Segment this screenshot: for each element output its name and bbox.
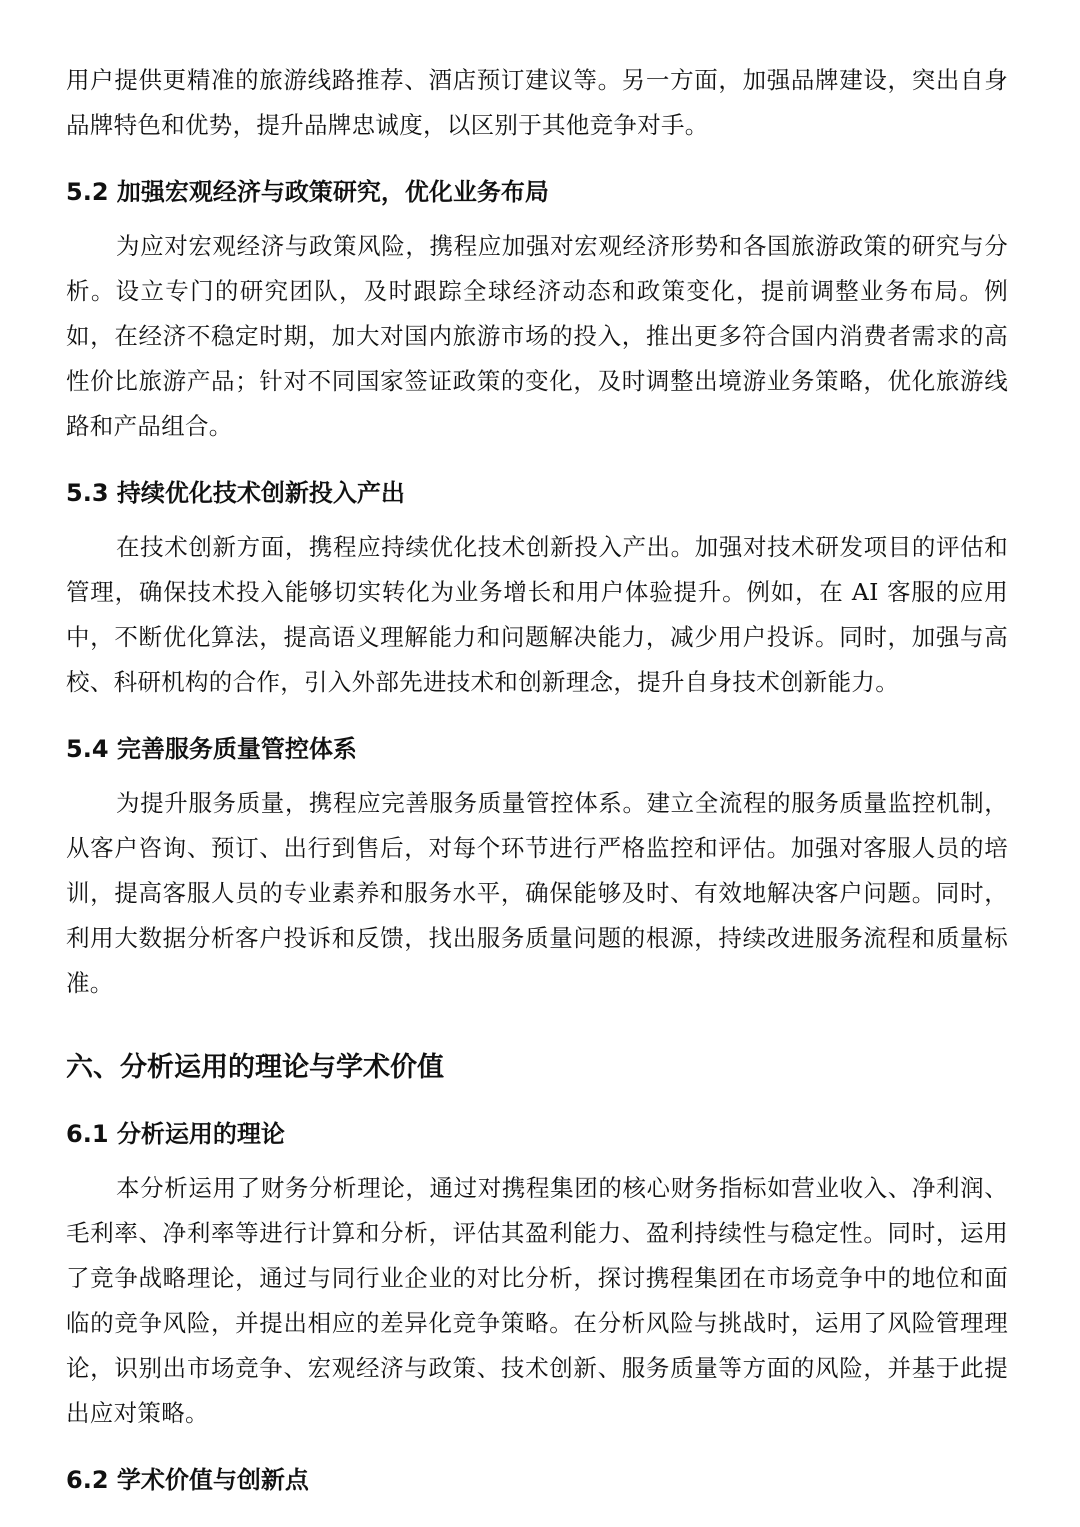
heading-5-2: 5.2 加强宏观经济与政策研究，优化业务布局 [66,178,549,206]
paragraph-5-3: 在技术创新方面，携程应持续优化技术创新投入产出。加强对技术研发项目的评估和管理，确保技术投入能够切实转化为业务增长和用户体验提升。例如，在 AI 客服的应用中，不断优化算法，提高语义理解能力和问题解决能力，减少用户投诉。同时，加强与高校、科研机构的合作，引入外部先进技术和创新理念，提升自身技术创新能力。 [66,533,1008,696]
heading-5-3: 5.3 持续优化技术创新投入产出 [66,479,405,507]
document-page [66,58,1008,1500]
heading-chapter-6: 六、分析运用的理论与学术价值 [66,1052,444,1083]
heading-6-2: 6.2 学术价值与创新点 [66,1466,309,1494]
heading-5-4: 5.4 完善服务质量管控体系 [66,735,357,763]
heading-6-1: 6.1 分析运用的理论 [66,1120,285,1148]
paragraph-6-1: 本分析运用了财务分析理论，通过对携程集团的核心财务指标如营业收入、净利润、毛利率、净利率等进行计算和分析，评估其盈利能力、盈利持续性与稳定性。同时，运用了竞争战略理论，通过与同行业企业的对比分析，探讨携程集团在市场竞争中的地位和面临的竞争风险，并提出相应的差异化竞争策略。在分析风险与挑战时，运用了风险管理理论，识别出市场竞争、宏观经济与政策、技术创新、服务质量等方面的风险，并基于此提出应对策略。 [66,1174,1008,1427]
intro-paragraph: 用户提供更精准的旅游线路推荐、酒店预订建议等。另一方面，加强品牌建设，突出自身品牌特色和优势，提升品牌忠诚度，以区别于其他竞争对手。 [66,66,1008,139]
paragraph-5-4: 为提升服务质量，携程应完善服务质量管控体系。建立全流程的服务质量监控机制，从客户咨询、预订、出行到售后，对每个环节进行严格监控和评估。加强对客服人员的培训，提高客服人员的专业素养和服务水平，确保能够及时、有效地解决客户问题。同时，利用大数据分析客户投诉和反馈，找出服务质量问题的根源，持续改进服务流程和质量标准。 [66,789,1008,997]
paragraph-5-2: 为应对宏观经济与政策风险，携程应加强对宏观经济形势和各国旅游政策的研究与分析。设立专门的研究团队，及时跟踪全球经济动态和政策变化，提前调整业务布局。例如，在经济不稳定时期，加大对国内旅游市场的投入，推出更多符合国内消费者需求的高性价比旅游产品；针对不同国家签证政策的变化，及时调整出境游业务策略，优化旅游线路和产品组合。 [66,232,1008,440]
